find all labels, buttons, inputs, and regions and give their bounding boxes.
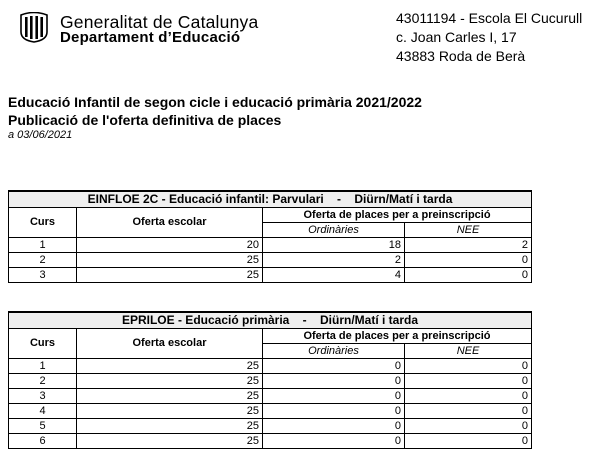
- cell-oferta: 20: [77, 238, 263, 253]
- publication-date: a 03/06/2021: [8, 129, 73, 141]
- table-row: [9, 374, 532, 389]
- document-title: Educació Infantil de segon cicle i educació primària 2021/2022: [8, 94, 422, 110]
- col-header-curs: Curs: [9, 329, 77, 359]
- table-row: [9, 359, 532, 374]
- org-name: Generalitat de Catalunya: [60, 12, 259, 32]
- cell-nee: 0: [405, 374, 532, 389]
- cell-oferta: 25: [77, 389, 263, 404]
- school-city: 43883 Roda de Berà: [396, 48, 526, 64]
- cell-oferta: 25: [77, 253, 263, 268]
- school-street: c. Joan Carles I, 17: [396, 29, 517, 45]
- col-header-nee: NEE: [405, 344, 532, 359]
- cell-ordinaries: 4: [263, 268, 405, 283]
- table-row: [9, 253, 532, 268]
- cell-ordinaries: 18: [263, 238, 405, 253]
- cell-oferta: 25: [77, 268, 263, 283]
- department-name: Departament d’Educació: [60, 29, 241, 46]
- cell-nee: 0: [405, 434, 532, 449]
- col-header-nee: NEE: [405, 223, 532, 238]
- cell-curs: 3: [9, 389, 77, 404]
- table-row: [9, 238, 532, 253]
- cell-ordinaries: 0: [263, 404, 405, 419]
- col-header-oferta: Oferta escolar: [77, 329, 263, 359]
- col-header-ordinaries: Ordinàries: [263, 344, 405, 359]
- cell-curs: 2: [9, 374, 77, 389]
- cell-oferta: 25: [77, 359, 263, 374]
- cell-curs: 3: [9, 268, 77, 283]
- table-title: EINFLOE 2C - Educació infantil: Parvulari - Diürn/Matí i tarda: [9, 191, 532, 208]
- cell-curs: 1: [9, 238, 77, 253]
- table-row: [9, 404, 532, 419]
- offer-table-primaria: [8, 311, 532, 449]
- table-row: [9, 389, 532, 404]
- school-code-name: 43011194 - Escola El Cucurull: [396, 10, 583, 26]
- cell-ordinaries: 0: [263, 374, 405, 389]
- cell-nee: 0: [405, 404, 532, 419]
- cell-oferta: 25: [77, 374, 263, 389]
- cell-ordinaries: 0: [263, 419, 405, 434]
- cell-ordinaries: 2: [263, 253, 405, 268]
- col-header-ordinaries: Ordinàries: [263, 223, 405, 238]
- cell-oferta: 25: [77, 404, 263, 419]
- school-address: [396, 9, 582, 66]
- table-row: [9, 268, 532, 283]
- cell-curs: 6: [9, 434, 77, 449]
- cell-oferta: 25: [77, 419, 263, 434]
- cell-nee: 2: [405, 238, 532, 253]
- cell-ordinaries: 0: [263, 389, 405, 404]
- cell-ordinaries: 0: [263, 359, 405, 374]
- cell-nee: 0: [405, 359, 532, 374]
- cell-curs: 5: [9, 419, 77, 434]
- cell-nee: 0: [405, 268, 532, 283]
- table-row: [9, 434, 532, 449]
- cell-nee: 0: [405, 253, 532, 268]
- cell-curs: 4: [9, 404, 77, 419]
- document-subtitle: Publicació de l'oferta definitiva de places: [8, 112, 282, 128]
- table-title: EPRILOE - Educació primària - Diürn/Matí i tarda: [9, 312, 532, 329]
- table-row: [9, 419, 532, 434]
- cell-ordinaries: 0: [263, 434, 405, 449]
- col-header-oferta: Oferta escolar: [77, 208, 263, 238]
- col-header-preinscripcio: Oferta de places per a preinscripció: [263, 329, 532, 344]
- cell-oferta: 25: [77, 434, 263, 449]
- offer-table-infantil: [8, 190, 532, 283]
- cell-curs: 1: [9, 359, 77, 374]
- generalitat-logo-icon: [19, 12, 49, 43]
- cell-curs: 2: [9, 253, 77, 268]
- cell-nee: 0: [405, 389, 532, 404]
- col-header-curs: Curs: [9, 208, 77, 238]
- cell-nee: 0: [405, 419, 532, 434]
- col-header-preinscripcio: Oferta de places per a preinscripció: [263, 208, 532, 223]
